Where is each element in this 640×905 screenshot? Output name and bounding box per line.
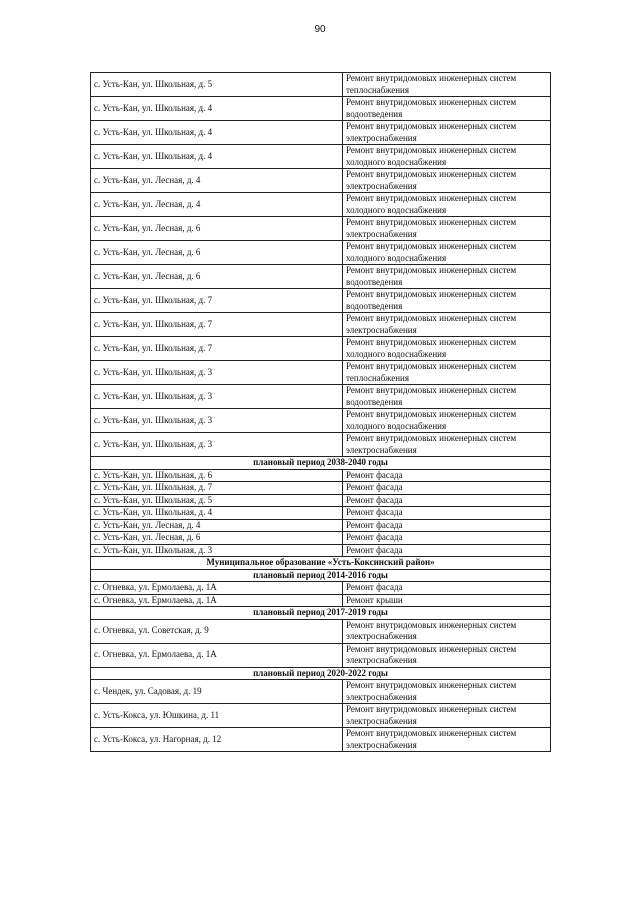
table-row	[91, 594, 551, 607]
address-cell: с. Усть-Кан, ул. Школьная, д. 7	[91, 482, 343, 495]
address-cell: с. Усть-Кан, ул. Лесная, д. 6	[91, 217, 343, 241]
work-type-cell: Ремонт внутридомовых инженерных систем теплоснабжения	[343, 73, 551, 97]
work-type-cell: Ремонт фасада	[343, 544, 551, 557]
work-type-cell: Ремонт внутридомовых инженерных систем теплоснабжения	[343, 361, 551, 385]
section-header: плановый период 2017-2019 годы	[91, 607, 551, 620]
section-header: плановый период 2014-2016 годы	[91, 569, 551, 582]
address-cell: с. Усть-Кан, ул. Школьная, д. 4	[91, 145, 343, 169]
table-row	[91, 169, 551, 193]
table-row	[91, 532, 551, 545]
work-type-cell: Ремонт внутридомовых инженерных систем водоотведения	[343, 265, 551, 289]
address-cell: с. Усть-Кан, ул. Школьная, д. 5	[91, 73, 343, 97]
address-cell: с. Огневка, ул. Советская, д. 9	[91, 619, 343, 643]
work-type-cell: Ремонт внутридомовых инженерных систем электроснабжения	[343, 313, 551, 337]
work-type-cell: Ремонт внутридомовых инженерных систем холодного водоснабжения	[343, 337, 551, 361]
table-row	[91, 73, 551, 97]
address-cell: с. Усть-Кан, ул. Школьная, д. 7	[91, 289, 343, 313]
work-type-cell: Ремонт фасада	[343, 532, 551, 545]
work-type-cell: Ремонт фасада	[343, 469, 551, 482]
work-type-cell: Ремонт внутридомовых инженерных систем холодного водоснабжения	[343, 409, 551, 433]
work-type-cell: Ремонт внутридомовых инженерных систем электроснабжения	[343, 217, 551, 241]
address-cell: с. Усть-Кан, ул. Школьная, д. 4	[91, 97, 343, 121]
address-cell: с. Огневка, ул. Ермолаева, д. 1А	[91, 582, 343, 595]
table-row	[91, 469, 551, 482]
work-type-cell: Ремонт фасада	[343, 582, 551, 595]
work-type-cell: Ремонт внутридомовых инженерных систем водоотведения	[343, 97, 551, 121]
address-cell: с. Усть-Кан, ул. Лесная, д. 4	[91, 193, 343, 217]
work-type-cell: Ремонт внутридомовых инженерных систем электроснабжения	[343, 704, 551, 728]
address-cell: с. Огневка, ул. Ермолаева, д. 1А	[91, 594, 343, 607]
address-cell: с. Усть-Кан, ул. Школьная, д. 4	[91, 507, 343, 520]
address-cell: с. Усть-Кан, ул. Школьная, д. 4	[91, 121, 343, 145]
table-row	[91, 265, 551, 289]
section-header-row	[91, 557, 551, 570]
table-row	[91, 289, 551, 313]
table-row	[91, 643, 551, 667]
table-row	[91, 704, 551, 728]
table-row	[91, 582, 551, 595]
section-header-row	[91, 569, 551, 582]
repair-schedule-table	[90, 72, 551, 752]
address-cell: с. Усть-Кан, ул. Лесная, д. 4	[91, 519, 343, 532]
table-row	[91, 544, 551, 557]
section-header-row	[91, 607, 551, 620]
table-row	[91, 313, 551, 337]
table-row	[91, 337, 551, 361]
table-row	[91, 433, 551, 457]
table-row	[91, 494, 551, 507]
address-cell: с. Усть-Кан, ул. Школьная, д. 3	[91, 409, 343, 433]
section-header: плановый период 2038-2040 годы	[91, 457, 551, 470]
work-type-cell: Ремонт фасада	[343, 494, 551, 507]
address-cell: с. Усть-Кан, ул. Школьная, д. 7	[91, 337, 343, 361]
address-cell: с. Усть-Кокса, ул. Нагорная, д. 12	[91, 728, 343, 752]
address-cell: с. Усть-Кокса, ул. Юшкина, д. 11	[91, 704, 343, 728]
table-row	[91, 385, 551, 409]
table-row	[91, 482, 551, 495]
work-type-cell: Ремонт внутридомовых инженерных систем водоотведения	[343, 289, 551, 313]
address-cell: с. Усть-Кан, ул. Лесная, д. 6	[91, 265, 343, 289]
work-type-cell: Ремонт внутридомовых инженерных систем электроснабжения	[343, 433, 551, 457]
table-row	[91, 728, 551, 752]
table-row	[91, 121, 551, 145]
address-cell: с. Усть-Кан, ул. Школьная, д. 5	[91, 494, 343, 507]
work-type-cell: Ремонт внутридомовых инженерных систем электроснабжения	[343, 121, 551, 145]
table-row	[91, 145, 551, 169]
work-type-cell: Ремонт крыши	[343, 594, 551, 607]
address-cell: с. Усть-Кан, ул. Школьная, д. 3	[91, 385, 343, 409]
address-cell: с. Усть-Кан, ул. Школьная, д. 3	[91, 544, 343, 557]
table-row	[91, 241, 551, 265]
table-row	[91, 409, 551, 433]
work-type-cell: Ремонт внутридомовых инженерных систем электроснабжения	[343, 680, 551, 704]
address-cell: с. Чендек, ул. Садовая, д. 19	[91, 680, 343, 704]
work-type-cell: Ремонт внутридомовых инженерных систем электроснабжения	[343, 619, 551, 643]
address-cell: с. Усть-Кан, ул. Школьная, д. 6	[91, 469, 343, 482]
address-cell: с. Усть-Кан, ул. Лесная, д. 6	[91, 241, 343, 265]
table-row	[91, 619, 551, 643]
table-row	[91, 680, 551, 704]
address-cell: с. Огневка, ул. Ермолаева, д. 1А	[91, 643, 343, 667]
work-type-cell: Ремонт внутридомовых инженерных систем электроснабжения	[343, 169, 551, 193]
table-row	[91, 507, 551, 520]
address-cell: с. Усть-Кан, ул. Лесная, д. 6	[91, 532, 343, 545]
address-cell: с. Усть-Кан, ул. Лесная, д. 4	[91, 169, 343, 193]
table-row	[91, 519, 551, 532]
table-row	[91, 97, 551, 121]
work-type-cell: Ремонт внутридомовых инженерных систем холодного водоснабжения	[343, 241, 551, 265]
table-row	[91, 217, 551, 241]
work-type-cell: Ремонт внутридомовых инженерных систем холодного водоснабжения	[343, 145, 551, 169]
address-cell: с. Усть-Кан, ул. Школьная, д. 3	[91, 433, 343, 457]
work-type-cell: Ремонт фасада	[343, 482, 551, 495]
table-row	[91, 361, 551, 385]
work-type-cell: Ремонт внутридомовых инженерных систем электроснабжения	[343, 643, 551, 667]
address-cell: с. Усть-Кан, ул. Школьная, д. 7	[91, 313, 343, 337]
page-number: 90	[314, 24, 326, 35]
work-type-cell: Ремонт фасада	[343, 507, 551, 520]
work-type-cell: Ремонт внутридомовых инженерных систем водоотведения	[343, 385, 551, 409]
section-header: плановый период 2020-2022 годы	[91, 667, 551, 680]
table-body	[91, 73, 551, 752]
address-cell: с. Усть-Кан, ул. Школьная, д. 3	[91, 361, 343, 385]
work-type-cell: Ремонт внутридомовых инженерных систем холодного водоснабжения	[343, 193, 551, 217]
work-type-cell: Ремонт фасада	[343, 519, 551, 532]
table-row	[91, 193, 551, 217]
section-header-row	[91, 457, 551, 470]
section-header: Муниципальное образование «Усть-Коксинский район»	[91, 557, 551, 570]
section-header-row	[91, 667, 551, 680]
work-type-cell: Ремонт внутридомовых инженерных систем электроснабжения	[343, 728, 551, 752]
